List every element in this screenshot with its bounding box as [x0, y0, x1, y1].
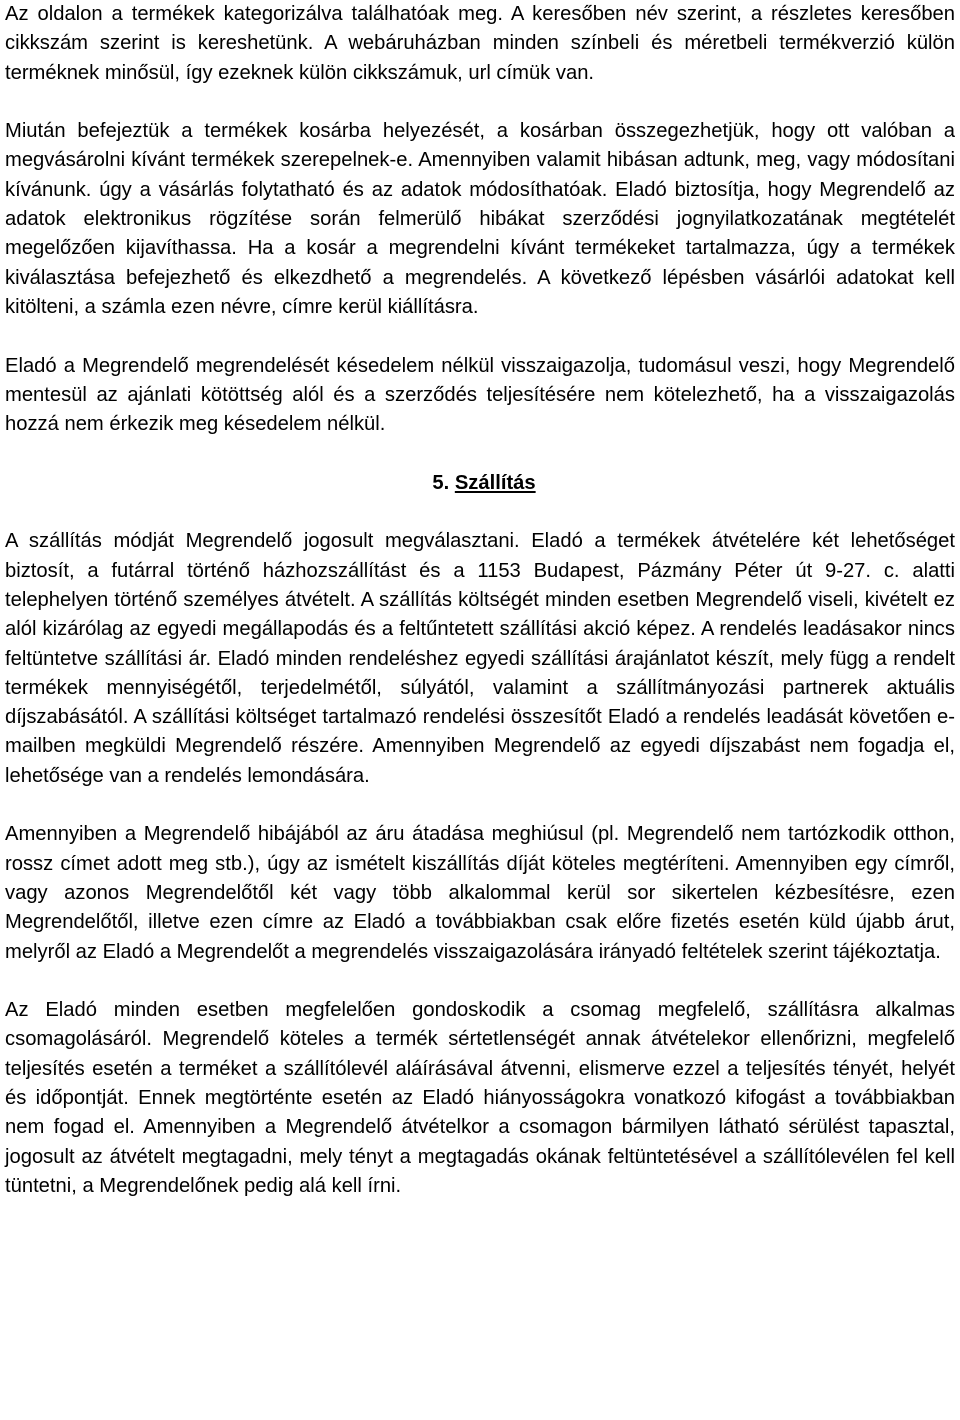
- section-heading: [5, 469, 955, 498]
- paragraph-cart-summary: Miután befejeztük a termékek kosárba helyezését, a kosárban összegezhetjük, hogy ott valóban a megvásárolni kívánt termékek szerepelnek-e. Amennyiben valamit hibásan adtunk, meg, vagy módosítani kívánunk. úgy a vásárlás folytatható és az adatok módosíthatóak. Eladó biztosítja, hogy Megrendelő az adatok elektronikus rögzítése során felmerülő hibákat szerződési jognyilatkozatának megtételét megelőzően kijavíthassa. Ha a kosár a megrendelni kívánt termékeket tartalmazza, úgy a termékek kiválasztása befejezhető és elkezdhető a megrendelés. A következő lépésben vásárlói adatokat kell kitölteni, a számla ezen névre, címre kerül kiállításra.: [5, 120, 955, 318]
- paragraph-order-confirmation: Eladó a Megrendelő megrendelését késedelem nélkül visszaigazolja, tudomásul veszi, hogy Megrendelő mentesül az ajánlati kötöttség alól és a szerződés teljesítésére nem kötelezhető, ha a visszaigazolás hozzá nem érkezik meg késedelem nélkül.: [5, 354, 955, 436]
- section-title: Szállítás: [454, 471, 536, 494]
- paragraph-shipping-method: A szállítás módját Megrendelő jogosult megválasztani. Eladó a termékek átvételére két lehetőséget biztosít, a futárral történő házhozszállítást és a 1153 Budapest, Pázmány Péter út 9-27. c. alatti telephelyen történő személyes átvételt. A szállítás költségét minden esetben Megrendelő viseli, kivételt ez alól kizárólag az egyedi megállapodás és a feltűntetett szállítási akció képez. A rendelés leadásakor nincs feltüntetve szállítási ár. Eladó minden rendeléshez egyedi szállítási árajánlatot készít, mely függ a rendelt termékek mennyiségétől, terjedelmétől, súlyától, valamint a szállítmányozási partnerek aktuális díjszabásától. A szállítási költséget tartalmazó rendelési összesítőt Eladó a rendelés leadását követően e-mailben megküldi Megrendelő részére. Amennyiben Megrendelő az egyedi díjszabást nem fogadja el, lehetősége van a rendelés lemondására.: [5, 530, 955, 787]
- paragraph-failed-delivery: Amennyiben a Megrendelő hibájából az áru átadása meghiúsul (pl. Megrendelő nem tartózkodik otthon, rossz címet adott meg stb.), úgy az ismételt kiszállítás díját köteles megtéríteni. Amennyiben egy címről, vagy azonos Megrendelőtől két vagy több alkalommal kerül sor sikertelen kézbesítésre, ezen Megrendelőtől, illetve ezen címre az Eladó a továbbiakban csak előre fizetés esetén küld újabb árut, melyről az Eladó a Megrendelőt a megrendelés visszaigazolására irányadó feltételek szerint tájékoztatja.: [5, 823, 955, 963]
- paragraph-product-search: Az oldalon a termékek kategorizálva találhatóak meg. A keresőben név szerint, a részletes keresőben cikkszám szerint is kereshetünk. A webáruházban minden színbeli és méretbeli termékverzió külön terméknek minősül, így ezeknek külön cikkszámuk, url címük van.: [5, 3, 955, 84]
- paragraph-packaging-inspection: Az Eladó minden esetben megfelelően gondoskodik a csomag megfelelő, szállításra alkalmas csomagolásáról. Megrendelő köteles a termék sértetlenségét annak átvételekor ellenőrizni, megfelelő teljesítés esetén a terméket a szállítólevél aláírásával átvenni, elismerve ezzel a teljesítés tényét, helyét és időpontját. Ennek megtörténte esetén az Eladó hiányosságokra vonatkozó kifogást a továbbiakban nem fogad el. Amennyiben a Megrendelő átvételkor a csomagon bármilyen látható sérülést tapasztal, jogosult az átvételt megtagadni, mely tényt a megtagadás okának feltüntetésével a szállítólevélen fel kell tüntetni, a Megrendelőnek pedig alá kell írni.: [5, 999, 955, 1197]
- section-number: 5.: [432, 471, 450, 494]
